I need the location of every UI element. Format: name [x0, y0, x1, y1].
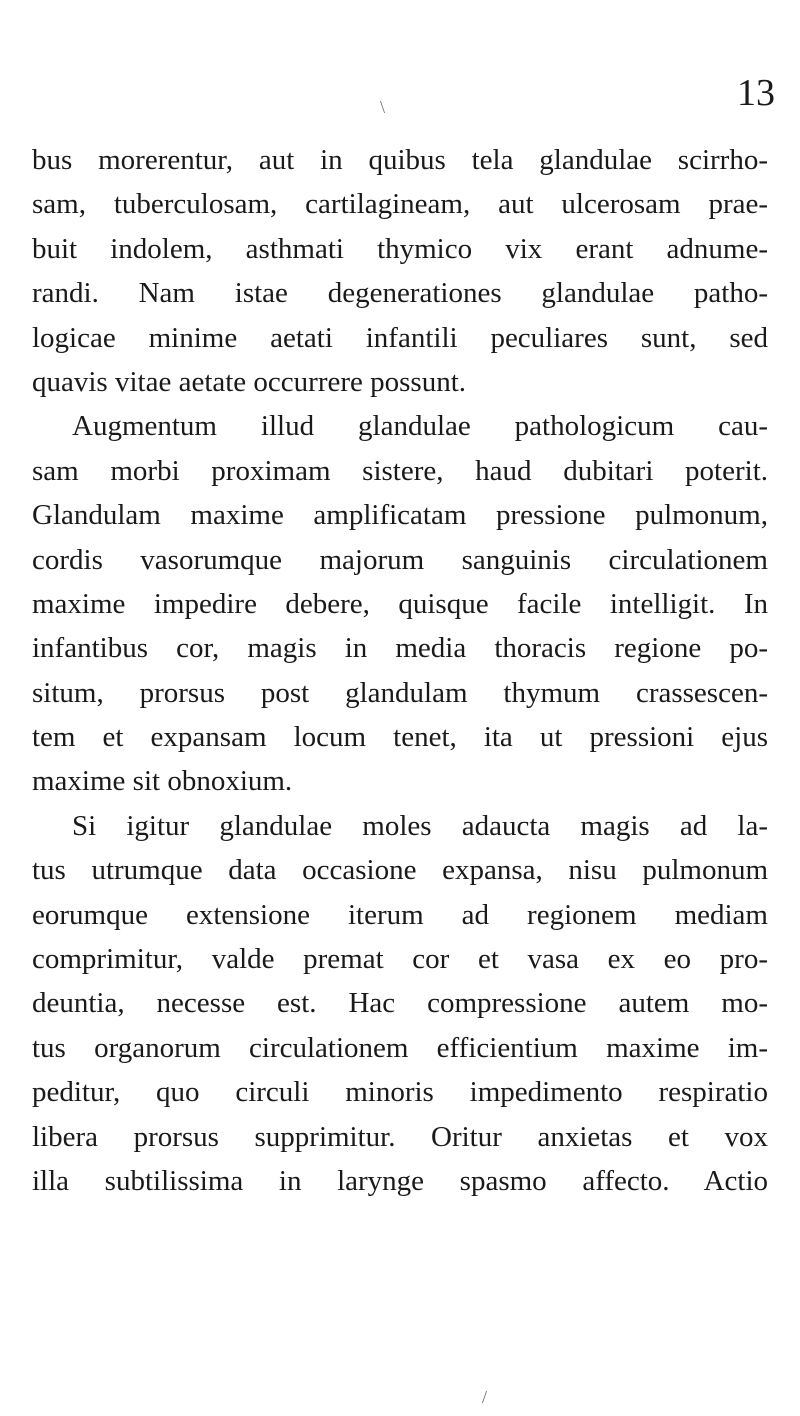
stray-mark: \ — [380, 97, 386, 117]
text-line: Si igitur glandulae moles adaucta magis ad la- — [72, 809, 768, 842]
text-line: tus utrumque data occasione expansa, nisu pulmonum — [32, 854, 768, 887]
text-line: maxime impedire debere, quisque facile intelligit. In — [32, 587, 768, 620]
text-line: tus organorum circulationem efficientium maxime im- — [32, 1031, 768, 1064]
text-line: Glandulam maxime amplificatam pressione pulmonum, — [32, 499, 768, 532]
text-line: tem et expansam locum tenet, ita ut pressioni ejus — [32, 721, 768, 754]
text-line: libera prorsus supprimitur. Oritur anxietas et vox — [32, 1120, 768, 1153]
text-line: peditur, quo circuli minoris impedimento respiratio — [32, 1076, 768, 1109]
body-text — [32, 139, 768, 1204]
text-line: buit indolem, asthmati thymico vix erant adnume- — [32, 232, 768, 265]
text-line: maxime sit obnoxium. — [32, 765, 293, 798]
text-line: infantibus cor, magis in media thoracis regione po- — [32, 632, 768, 665]
text-line: cordis vasorumque majorum sanguinis circulationem — [32, 543, 768, 576]
text-line: bus morerentur, aut in quibus tela glandulae scirrho- — [32, 144, 768, 176]
text-line: randi. Nam istae degenerationes glandulae patho- — [32, 277, 768, 310]
text-line: illa subtilissima in larynge spasmo affecto. Actio — [32, 1164, 768, 1197]
text-line: sam, tuberculosam, cartilagineam, aut ulcerosam prae- — [32, 188, 768, 221]
text-line: deuntia, necesse est. Hac compressione autem mo- — [32, 987, 768, 1020]
text-line: logicae minime aetati infantili peculiares sunt, sed — [32, 321, 768, 354]
text-line: sam morbi proximam sistere, haud dubitari poterit. — [32, 454, 768, 487]
text-line: situm, prorsus post glandulam thymum crassescen- — [32, 676, 768, 709]
stray-mark: / — [482, 1387, 488, 1407]
text-line: Augmentum illud glandulae pathologicum cau- — [72, 410, 768, 443]
page-number: 13 — [737, 72, 775, 114]
text-line: comprimitur, valde premat cor et vasa ex eo pro- — [32, 943, 768, 976]
text-line: eorumque extensione iterum ad regionem mediam — [32, 898, 768, 931]
text-line: quavis vitae aetate occurrere possunt. — [32, 365, 467, 398]
